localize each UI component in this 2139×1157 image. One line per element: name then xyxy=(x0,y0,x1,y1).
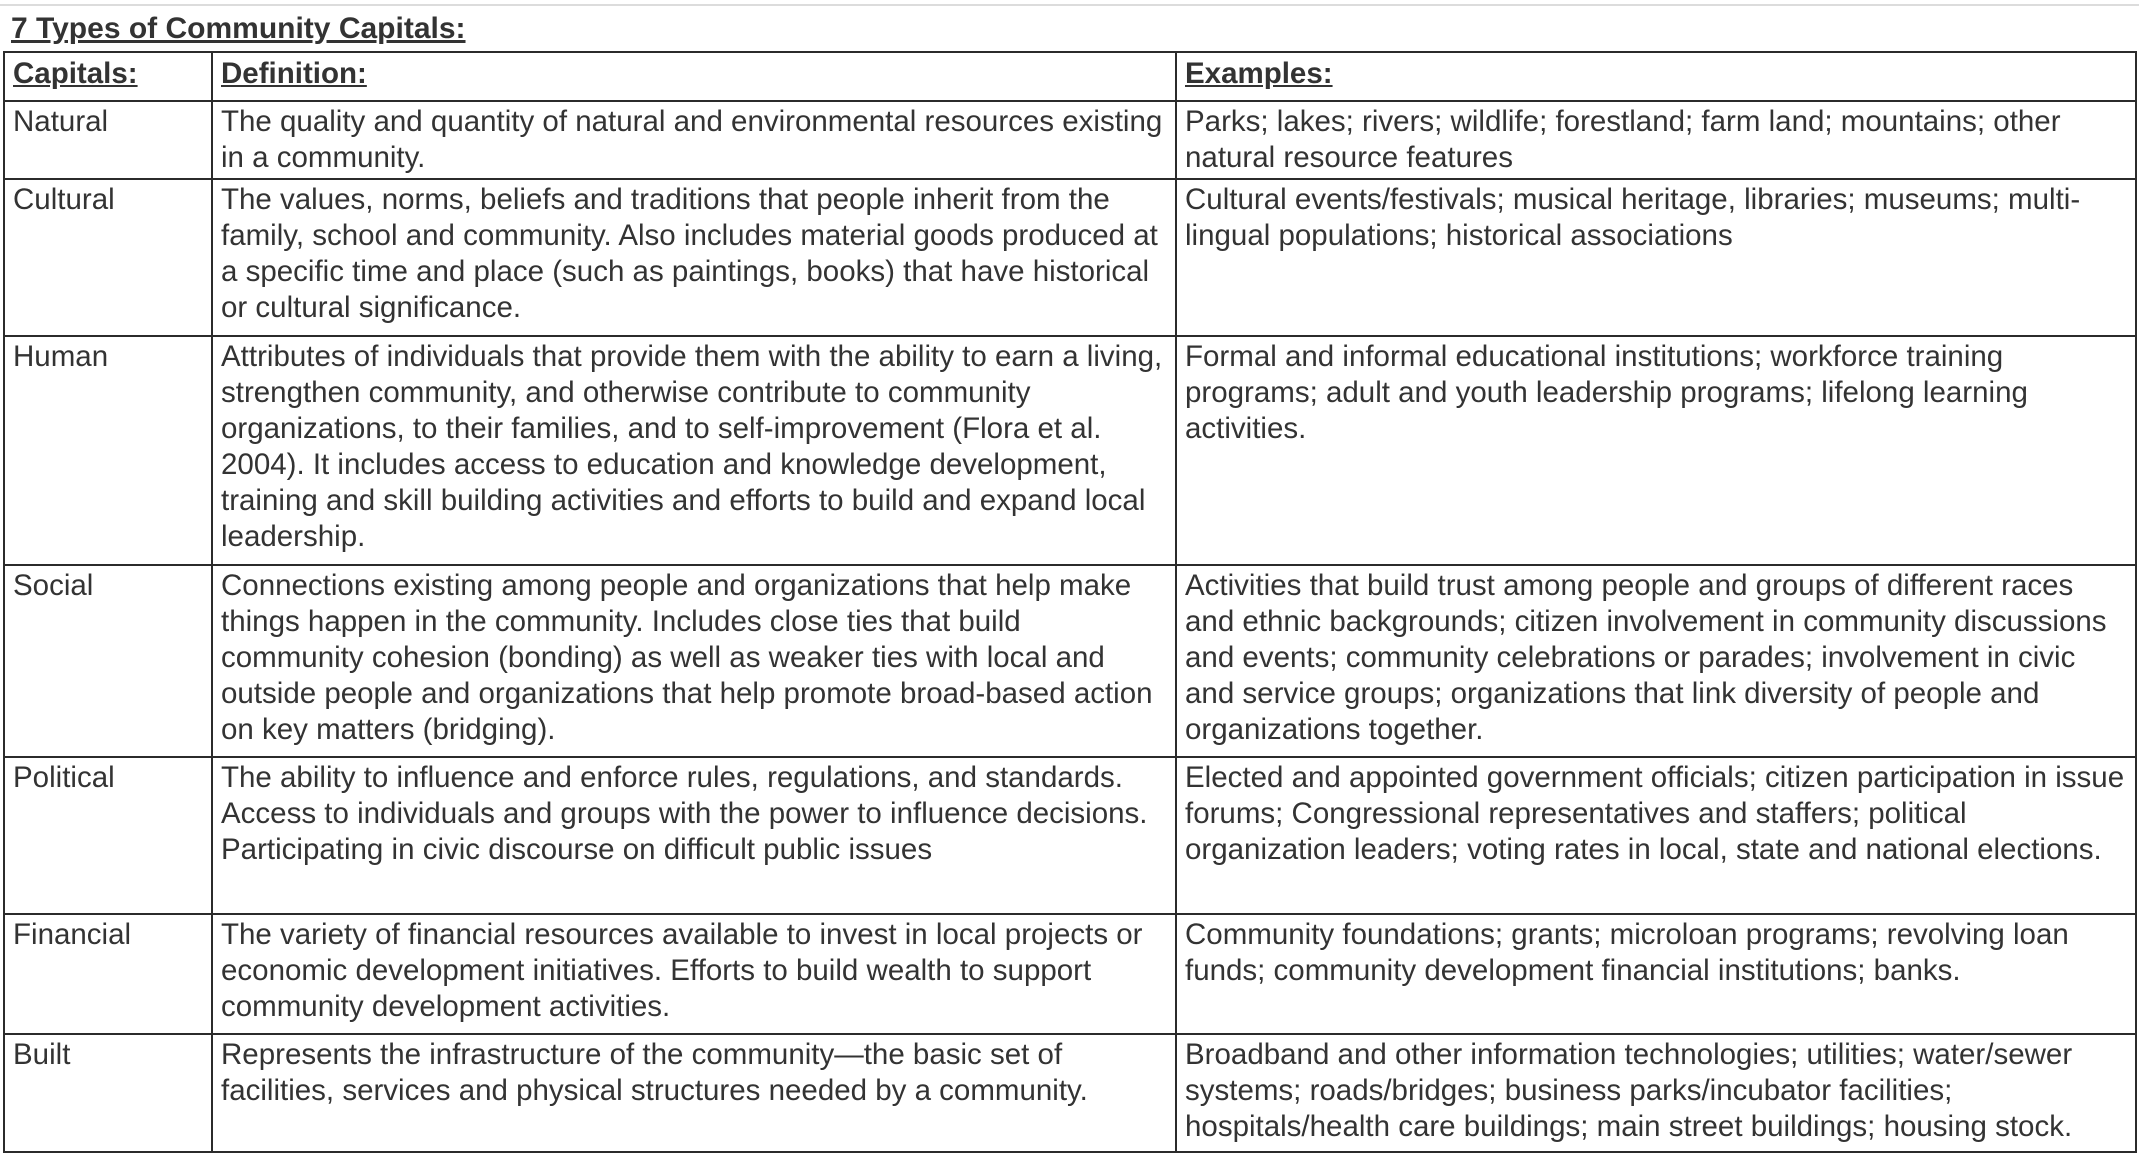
capital-examples: Community foundations; grants; microloan programs; revolving loan funds; community development financial institutions; banks. xyxy=(1176,914,2136,1033)
table-row xyxy=(4,179,2136,336)
capital-definition: The values, norms, beliefs and traditions that people inherit from the family, school and community. Also includes material goods produced at a specific time and place (such as paintings, books) that have historical or cultural significance. xyxy=(212,179,1176,336)
capital-name: Social xyxy=(4,565,212,758)
header-examples: Examples: xyxy=(1176,52,2136,101)
table-row xyxy=(4,101,2136,179)
capital-definition: Attributes of individuals that provide them with the ability to earn a living, strengthen community, and otherwise contribute to community organizations, to their families, and to self-improvement (Flora et al. 2004). It includes access to education and knowledge development, training and skill building activities and efforts to build and expand local leadership. xyxy=(212,336,1176,565)
top-divider xyxy=(0,4,2139,6)
capital-examples: Parks; lakes; rivers; wildlife; forestland; farm land; mountains; other natural resource features xyxy=(1176,101,2136,179)
capital-examples: Activities that build trust among people and groups of different races and ethnic backgrounds; citizen involvement in community discussions and events; community celebrations or parades; involvement in civic and service groups; organizations that link diversity of people and organizations together. xyxy=(1176,565,2136,758)
capital-definition: Represents the infrastructure of the community—the basic set of facilities, services and physical structures needed by a community. xyxy=(212,1034,1176,1152)
capital-name: Political xyxy=(4,757,212,914)
capital-name: Cultural xyxy=(4,179,212,336)
capital-definition: The quality and quantity of natural and environmental resources existing in a community. xyxy=(212,101,1176,179)
capitals-table xyxy=(3,51,2137,1153)
capital-name: Financial xyxy=(4,914,212,1033)
capital-definition: The variety of financial resources available to invest in local projects or economic development initiatives. Efforts to build wealth to support community development activities. xyxy=(212,914,1176,1033)
table-row xyxy=(4,336,2136,565)
table-row xyxy=(4,757,2136,914)
capital-examples: Cultural events/festivals; musical heritage, libraries; museums; multi-lingual populations; historical associations xyxy=(1176,179,2136,336)
table-row xyxy=(4,914,2136,1033)
capital-examples: Elected and appointed government officials; citizen participation in issue forums; Congressional representatives and staffers; political organization leaders; voting rates in local, state and national elections. xyxy=(1176,757,2136,914)
page-title: 7 Types of Community Capitals: xyxy=(11,12,466,45)
capital-examples: Broadband and other information technologies; utilities; water/sewer systems; roads/bridges; business parks/incubator facilities; hospitals/health care buildings; main street buildings; housing stock. xyxy=(1176,1034,2136,1152)
header-capitals: Capitals: xyxy=(4,52,212,101)
header-row xyxy=(4,52,2136,101)
table-row xyxy=(4,1034,2136,1152)
capital-examples: Formal and informal educational institutions; workforce training programs; adult and youth leadership programs; lifelong learning activities. xyxy=(1176,336,2136,565)
capital-definition: The ability to influence and enforce rules, regulations, and standards. Access to individuals and groups with the power to influence decisions. Participating in civic discourse on difficult public issues xyxy=(212,757,1176,914)
capital-definition: Connections existing among people and organizations that help make things happen in the community. Includes close ties that build community cohesion (bonding) as well as weaker ties with local and outside people and organizations that help promote broad-based action on key matters (bridging). xyxy=(212,565,1176,758)
table-row xyxy=(4,565,2136,758)
header-definition: Definition: xyxy=(212,52,1176,101)
capital-name: Natural xyxy=(4,101,212,179)
capital-name: Human xyxy=(4,336,212,565)
capital-name: Built xyxy=(4,1034,212,1152)
